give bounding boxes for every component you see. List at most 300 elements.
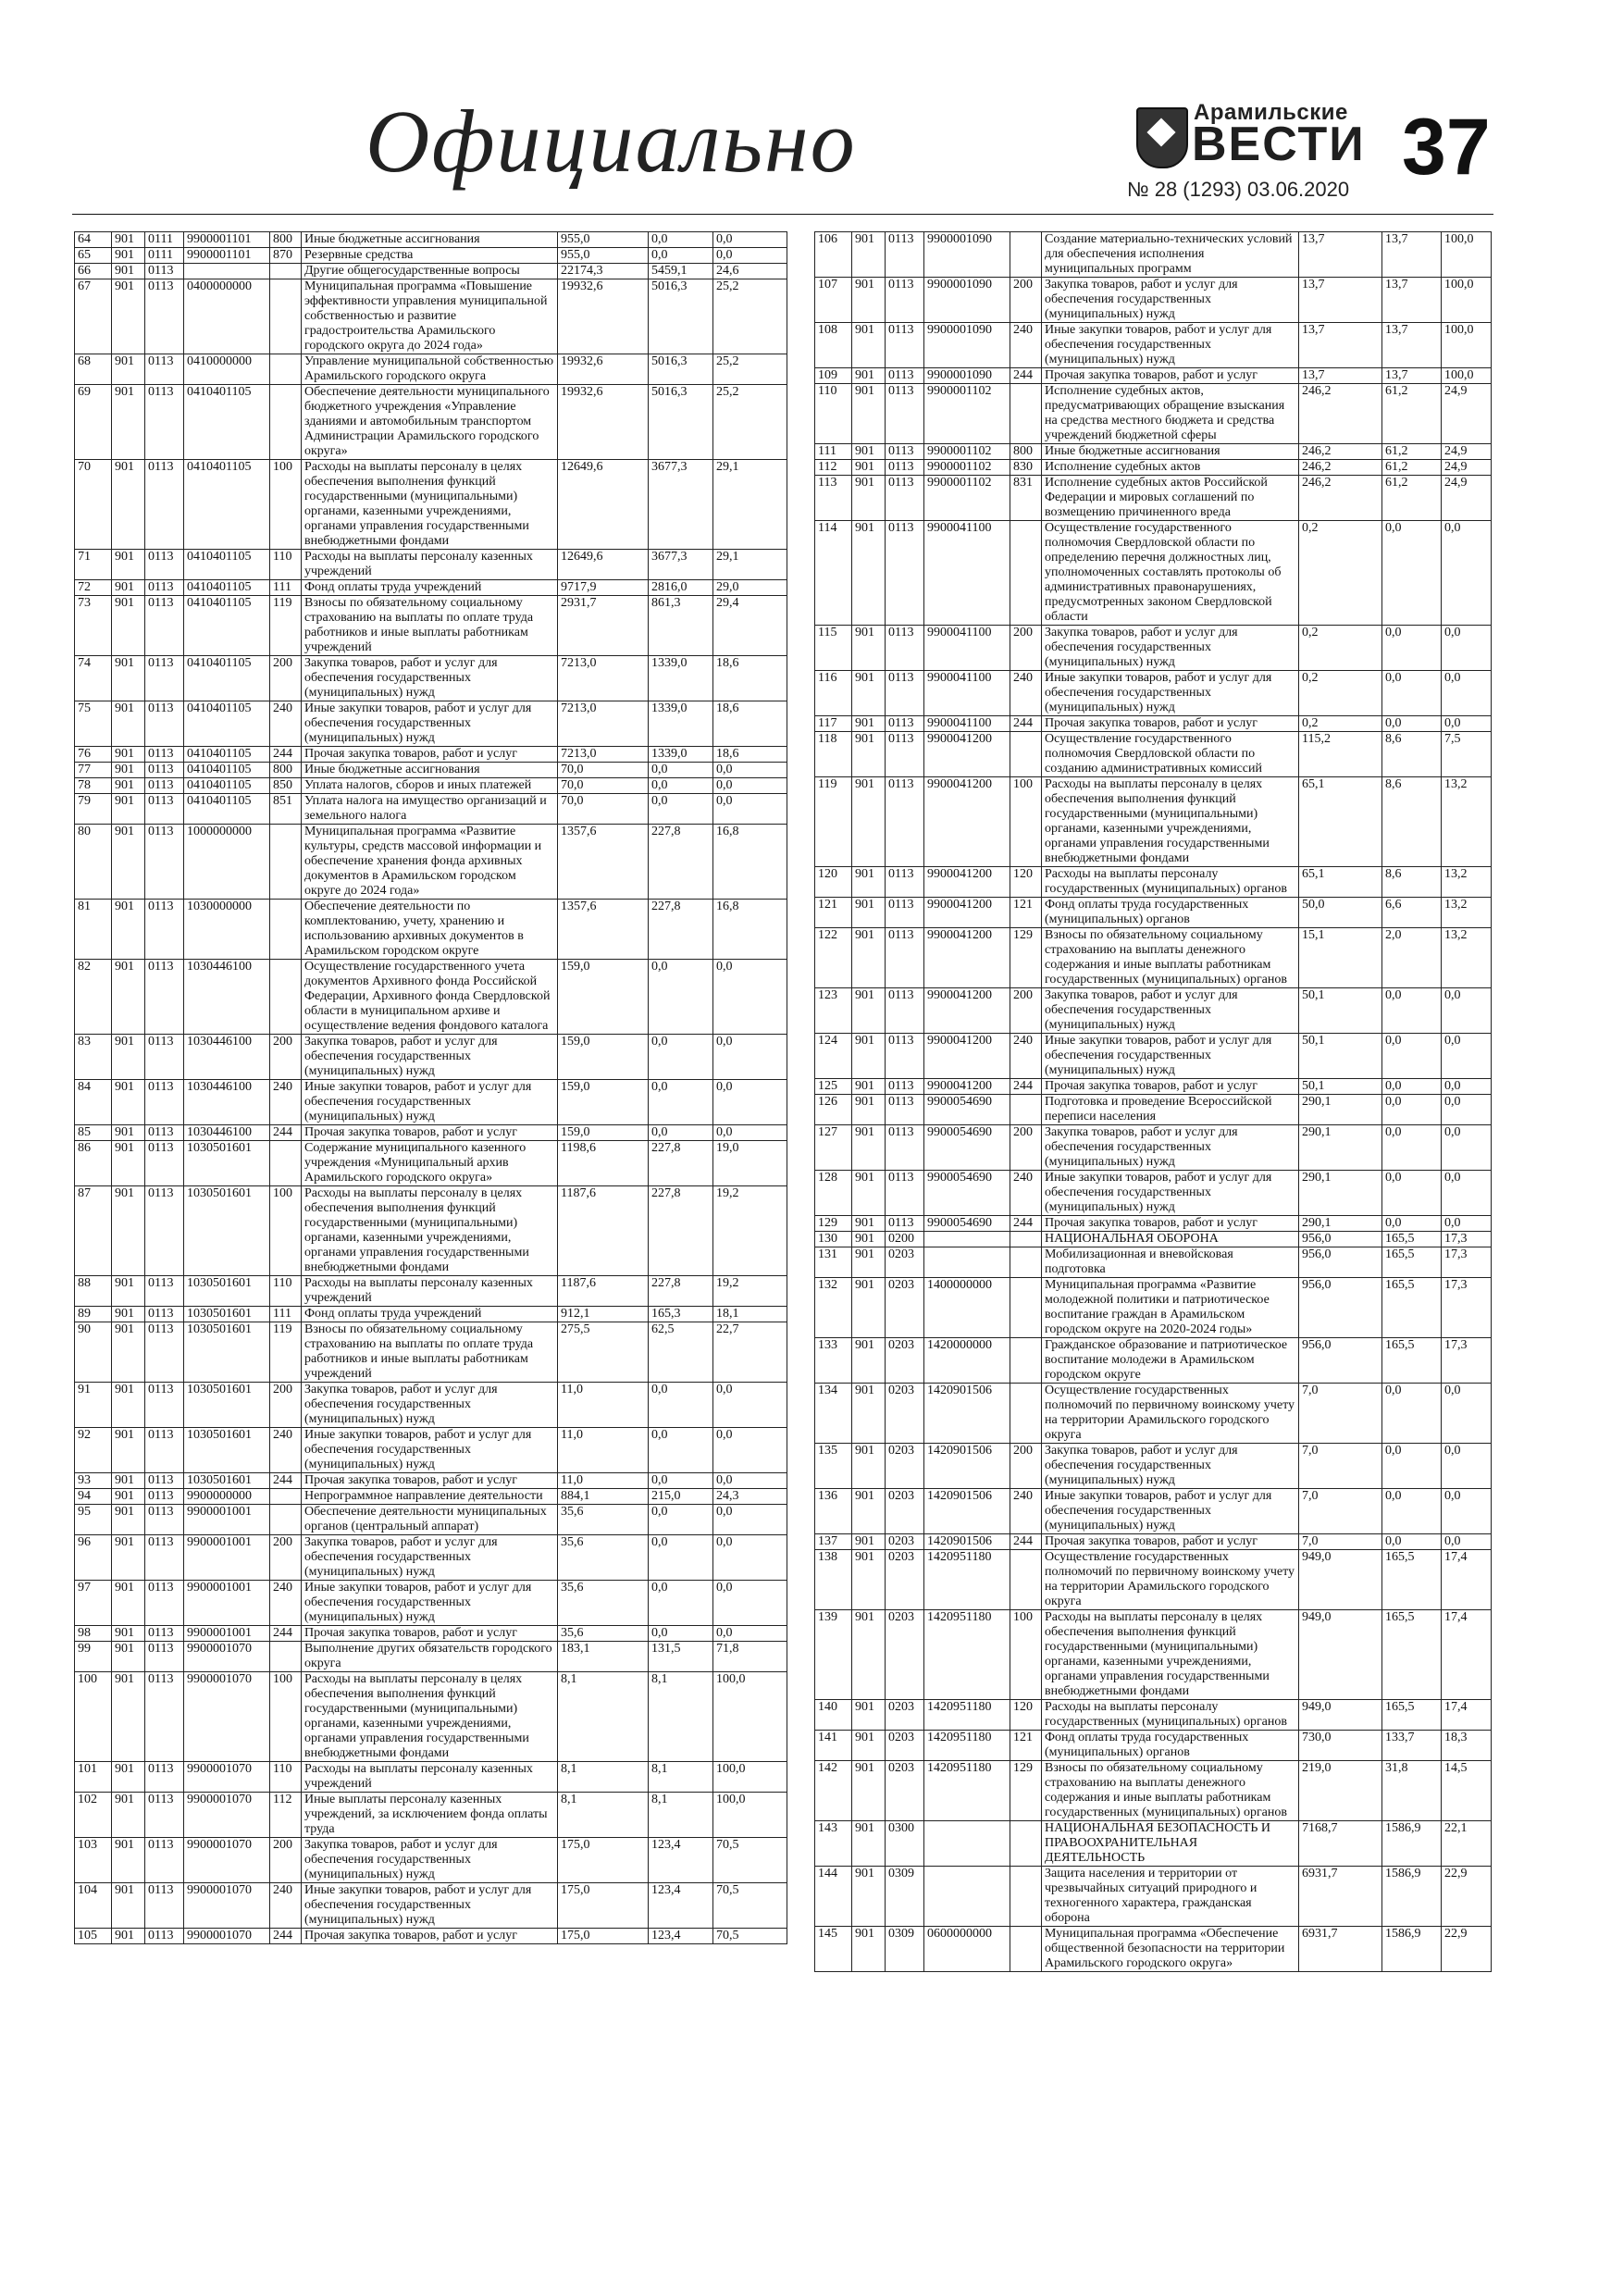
table-cell: 0,0 [1442,1125,1492,1171]
table-cell: 0113 [886,278,924,323]
table-row [815,777,1492,867]
table-cell: 119 [815,777,852,867]
table-cell: 240 [270,1581,302,1626]
table-cell: 901 [112,747,145,763]
header-rule [72,214,1493,215]
table-cell: 144 [815,1867,852,1927]
table-cell: 9900041200 [924,928,1010,988]
table-cell: 95 [75,1505,112,1535]
table-cell [270,354,302,385]
table-cell: 1420951180 [924,1550,1010,1610]
table-cell: 100,0 [1442,368,1492,384]
table-cell: 120 [1010,1700,1042,1731]
table-cell: 128 [815,1171,852,1216]
table-cell: 901 [112,1322,145,1383]
table-cell: 901 [112,354,145,385]
table-cell [270,264,302,279]
table-cell: 22,9 [1442,1867,1492,1927]
table-cell: 901 [852,1444,886,1489]
table-cell: 901 [112,1383,145,1428]
table-cell: Иные закупки товаров, работ и услуг для обеспечения государственных (муниципальных) нужд [302,701,558,747]
table-cell: 0113 [886,384,924,444]
table-cell: 9900041200 [924,732,1010,777]
table-cell: 17,4 [1442,1700,1492,1731]
table-cell: 100,0 [713,1762,787,1793]
table-cell: 183,1 [558,1642,649,1672]
table-cell: 240 [1010,671,1042,716]
table-cell: 901 [852,732,886,777]
table-cell: 123,4 [649,1838,713,1883]
table-cell [270,279,302,354]
table-cell: 1400000000 [924,1278,1010,1338]
table-cell: 901 [852,777,886,867]
table-cell: 24,9 [1442,476,1492,521]
table-cell: 0203 [886,1761,924,1821]
table-cell: Взносы по обязательному социальному страхованию на выплаты денежного содержания и иные выплаты работникам государственных (муниципальных) органов [1042,1761,1299,1821]
table-row [75,248,787,264]
table-cell: 114 [815,521,852,626]
table-cell: 16,8 [713,825,787,900]
table-cell: 70,5 [713,1883,787,1929]
table-cell: 62,5 [649,1322,713,1383]
table-cell: 29,4 [713,596,787,656]
table-cell: 0,0 [649,1035,713,1080]
table-cell: 7213,0 [558,701,649,747]
table-cell: 65,1 [1299,867,1382,898]
table-cell: 0113 [145,701,184,747]
table-cell: 11,0 [558,1383,649,1428]
table-cell: 110 [270,1276,302,1307]
table-row [815,1700,1492,1731]
table-cell: Закупка товаров, работ и услуг для обеспечения государственных (муниципальных) нужд [1042,626,1299,671]
table-row [75,1383,787,1428]
table-cell: 0113 [145,1141,184,1186]
table-cell: 901 [852,1731,886,1761]
table-cell: 0,0 [713,1035,787,1080]
table-cell: 68 [75,354,112,385]
table-cell: 1030501601 [184,1186,270,1276]
table-row [75,778,787,794]
table-cell: 912,1 [558,1307,649,1322]
table-cell: 9900001090 [924,278,1010,323]
table-cell [270,960,302,1035]
table-cell: Осуществление государственных полномочий по первичному воинскому учету на территории Арамильского городского округа [1042,1384,1299,1444]
table-cell: 901 [112,900,145,960]
table-cell: 0410000000 [184,354,270,385]
table-cell: 0203 [886,1384,924,1444]
issue-info: № 28 (1293) 03.06.2020 [1127,178,1350,201]
table-cell: Прочая закупка товаров, работ и услуг [1042,368,1299,384]
table-cell: 1030446100 [184,1035,270,1080]
table-cell: 104 [75,1883,112,1929]
table-cell: 80 [75,825,112,900]
table-cell: 955,0 [558,232,649,248]
table-cell: 9900001102 [924,460,1010,476]
table-cell: 0113 [886,232,924,278]
table-cell: 136 [815,1489,852,1534]
table-cell: Прочая закупка товаров, работ и услуг [302,1929,558,1944]
table-cell: Прочая закупка товаров, работ и услуг [302,1125,558,1141]
table-cell: 138 [815,1550,852,1610]
table-row [75,1535,787,1581]
table-cell: 2,0 [1382,928,1442,988]
table-cell: 19,0 [713,1141,787,1186]
table-cell: 19,2 [713,1276,787,1307]
table-cell [924,1867,1010,1927]
table-cell: 65,1 [1299,777,1382,867]
table-cell: 69 [75,385,112,460]
table-cell: 18,6 [713,656,787,701]
table-cell: 35,6 [558,1581,649,1626]
table-cell: 9900054690 [924,1095,1010,1125]
table-cell: 0,0 [649,763,713,778]
table-cell: 116 [815,671,852,716]
table-cell: 7213,0 [558,656,649,701]
table-cell: Закупка товаров, работ и услуг для обеспечения государственных (муниципальных) нужд [302,656,558,701]
table-cell: Закупка товаров, работ и услуг для обеспечения государственных (муниципальных) нужд [302,1383,558,1428]
table-cell: 956,0 [1299,1338,1382,1384]
table-cell: 159,0 [558,1125,649,1141]
table-cell: 165,5 [1382,1550,1442,1610]
table-cell: 0,0 [1442,1095,1492,1125]
table-cell: Расходы на выплаты персоналу в целях обеспечения выполнения функций государственными (муниципальными) органами, казенными учреждениями, органами управления государственными внебюджетными фондами [302,1186,558,1276]
table-cell: Взносы по обязательному социальному страхованию на выплаты денежного содержания и иные выплаты работникам государственных (муниципальных) органов [1042,928,1299,988]
table-cell: 0400000000 [184,279,270,354]
table-cell [1010,1867,1042,1927]
table-cell: 90 [75,1322,112,1383]
table-row [815,928,1492,988]
table-cell: Создание материально-технических условий для обеспечения исполнения муниципальных программ [1042,232,1299,278]
table-cell: 240 [270,701,302,747]
table-cell: 0113 [145,747,184,763]
table-row [815,898,1492,928]
table-cell: 9900041200 [924,1034,1010,1079]
table-cell: Мобилизационная и вневойсковая подготовка [1042,1247,1299,1278]
table-cell: 78 [75,778,112,794]
table-cell: 50,0 [1299,898,1382,928]
table-cell: 85 [75,1125,112,1141]
table-cell: 0113 [145,1276,184,1307]
table-cell [1010,732,1042,777]
table-cell: 8,1 [558,1762,649,1793]
table-cell: 0,0 [1442,1034,1492,1079]
table-row [75,1322,787,1383]
table-cell: 1030501601 [184,1307,270,1322]
table-cell: 0,0 [649,232,713,248]
table-cell: 0111 [145,248,184,264]
table-cell: 0203 [886,1444,924,1489]
table-cell: 121 [1010,1731,1042,1761]
table-cell: 227,8 [649,1141,713,1186]
table-cell: 901 [112,1276,145,1307]
table-cell: 0,0 [1442,671,1492,716]
table-row [815,1232,1492,1247]
table-cell: 0,0 [1442,716,1492,732]
table-row [75,596,787,656]
table-row [75,1141,787,1186]
table-cell: 800 [1010,444,1042,460]
table-cell: 129 [815,1216,852,1232]
table-cell: 0,0 [649,248,713,264]
table-cell: 0113 [145,794,184,825]
table-cell: 86 [75,1141,112,1186]
table-cell: Закупка товаров, работ и услуг для обеспечения государственных (муниципальных) нужд [1042,1125,1299,1171]
table-row [815,384,1492,444]
table-cell: 0,0 [1382,1489,1442,1534]
table-cell: 119 [270,596,302,656]
table-cell: 123 [815,988,852,1034]
table-cell: 108 [815,323,852,368]
table-cell: 246,2 [1299,444,1382,460]
table-cell: 19932,6 [558,385,649,460]
table-cell: 0113 [145,1186,184,1276]
table-cell: 0,0 [1382,521,1442,626]
table-cell: 901 [852,867,886,898]
table-cell: 244 [270,1626,302,1642]
table-cell: 901 [112,1883,145,1929]
table-cell: 0,0 [1382,1384,1442,1444]
table-cell: Обеспечение деятельности по комплектованию, учету, хранению и использованию архивных документов в Арамильском городском округе [302,900,558,960]
table-cell: 1420901506 [924,1534,1010,1550]
table-cell: 165,5 [1382,1232,1442,1247]
table-cell: 1420901506 [924,1489,1010,1534]
table-cell: 290,1 [1299,1216,1382,1232]
table-cell: 901 [112,1626,145,1642]
table-cell: 901 [112,1929,145,1944]
table-row [75,1125,787,1141]
table-row [815,476,1492,521]
table-cell: 901 [852,232,886,278]
table-cell: 0410401105 [184,778,270,794]
table-cell: Закупка товаров, работ и услуг для обеспечения государственных (муниципальных) нужд [302,1838,558,1883]
table-cell: 0,0 [1382,1034,1442,1079]
table-cell: 2931,7 [558,596,649,656]
table-cell: 100 [270,1672,302,1762]
table-cell: 901 [852,1821,886,1867]
table-cell: 165,5 [1382,1278,1442,1338]
table-cell: 9900041200 [924,898,1010,928]
table-cell: 0113 [886,323,924,368]
table-cell: 8,1 [558,1793,649,1838]
table-cell: 5459,1 [649,264,713,279]
table-cell: 3677,3 [649,550,713,580]
table-row [815,521,1492,626]
table-cell: 0113 [145,1473,184,1489]
table-cell: 175,0 [558,1929,649,1944]
budget-table-right [814,231,1492,1972]
table-cell: Содержание муниципального казенного учреждения «Муниципальный архив Арамильского городского округа» [302,1141,558,1186]
table-cell: 8,6 [1382,732,1442,777]
table-cell: 125 [815,1079,852,1095]
table-cell: 0,0 [1382,1444,1442,1489]
table-cell: 61,2 [1382,444,1442,460]
table-cell: 200 [270,1535,302,1581]
table-cell: 901 [112,1505,145,1535]
table-cell: Подготовка и проведение Всероссийской переписи населения [1042,1095,1299,1125]
table-cell: 1030501601 [184,1383,270,1428]
table-row [75,264,787,279]
table-cell: 901 [852,1079,886,1095]
table-cell: 129 [1010,928,1042,988]
table-cell: 0,0 [713,1535,787,1581]
table-cell: 135 [815,1444,852,1489]
table-cell: 0113 [886,732,924,777]
table-cell: 901 [112,960,145,1035]
table-row [75,701,787,747]
table-cell: 13,7 [1382,232,1442,278]
table-cell: 75 [75,701,112,747]
table-cell: 1030446100 [184,1080,270,1125]
table-cell: 109 [815,368,852,384]
table-cell [270,1489,302,1505]
table-cell: 13,2 [1442,867,1492,898]
table-row [815,232,1492,278]
table-cell: 100 [1010,1610,1042,1700]
table-row [815,368,1492,384]
table-cell: 956,0 [1299,1278,1382,1338]
table-cell: 175,0 [558,1883,649,1929]
table-row [815,716,1492,732]
table-row [815,1384,1492,1444]
table-cell: Прочая закупка товаров, работ и услуг [1042,716,1299,732]
table-cell: 0,0 [1382,1216,1442,1232]
table-cell: 106 [815,232,852,278]
table-cell: 244 [1010,1079,1042,1095]
table-cell: Иные выплаты персоналу казенных учреждений, за исключением фонда оплаты труда [302,1793,558,1838]
table-cell: 861,3 [649,596,713,656]
table-row [75,460,787,550]
table-cell: 200 [1010,278,1042,323]
table-row [815,1216,1492,1232]
table-cell: 9900001102 [924,476,1010,521]
table-cell: 901 [112,1581,145,1626]
table-cell: 35,6 [558,1535,649,1581]
table-cell: 0113 [886,1125,924,1171]
table-cell: Уплата налогов, сборов и иных платежей [302,778,558,794]
table-cell: 0,2 [1299,671,1382,716]
table-cell: 0,0 [1442,1444,1492,1489]
table-cell [270,1141,302,1186]
table-cell: 275,5 [558,1322,649,1383]
table-cell: 0113 [145,1080,184,1125]
table-row [75,1276,787,1307]
table-cell: 244 [270,1929,302,1944]
table-cell: 901 [852,1125,886,1171]
table-cell: 800 [270,232,302,248]
table-row [75,1489,787,1505]
table-cell: 0,0 [649,1428,713,1473]
table-cell: 1030446100 [184,1125,270,1141]
table-cell: 100 [270,460,302,550]
table-cell [1010,1384,1042,1444]
table-cell: Осуществление государственного полномочия Свердловской области по созданию административных комиссий [1042,732,1299,777]
table-cell: 76 [75,747,112,763]
table-cell: Выполнение других обязательств городского округа [302,1642,558,1672]
table-cell [1010,1232,1042,1247]
table-cell: 0200 [886,1232,924,1247]
table-cell: 901 [112,580,145,596]
table-cell: 0,0 [649,1473,713,1489]
table-cell: 949,0 [1299,1610,1382,1700]
table-row [75,1581,787,1626]
table-cell: 901 [852,521,886,626]
table-cell: 901 [112,763,145,778]
table-cell: 901 [852,1232,886,1247]
table-cell: 82 [75,960,112,1035]
table-cell: 2816,0 [649,580,713,596]
table-cell: Закупка товаров, работ и услуг для обеспечения государственных (муниципальных) нужд [1042,278,1299,323]
table-row [815,1247,1492,1278]
table-cell: 0113 [145,1535,184,1581]
table-cell: 117 [815,716,852,732]
table-cell: 901 [112,1141,145,1186]
table-cell: 0300 [886,1821,924,1867]
table-cell: 901 [112,1080,145,1125]
table-cell: Расходы на выплаты персоналу в целях обеспечения выполнения функций государственными (муниципальными) органами, казенными учреждениями, органами управления государственными внебюджетными фондами [302,460,558,550]
table-cell: 901 [852,1171,886,1216]
table-cell: 0113 [145,1642,184,1672]
newspaper-brand [1136,100,1366,183]
table-cell: 0113 [145,580,184,596]
page-number: 37 [1402,103,1491,192]
table-cell: 0410401105 [184,656,270,701]
table-cell: Иные закупки товаров, работ и услуг для обеспечения государственных (муниципальных) нужд [302,1883,558,1929]
table-row [815,1761,1492,1821]
table-cell: Фонд оплаты труда государственных (муниципальных) органов [1042,1731,1299,1761]
table-cell: 901 [112,778,145,794]
table-cell: Расходы на выплаты персоналу в целях обеспечения выполнения функций государственными (муниципальными) органами, казенными учреждениями, органами управления государственными внебюджетными фондами [302,1672,558,1762]
table-cell: НАЦИОНАЛЬНАЯ ОБОРОНА [1042,1232,1299,1247]
table-cell: 9900041200 [924,777,1010,867]
table-cell: 0113 [145,1883,184,1929]
table-cell [184,264,270,279]
table-cell: 1030501601 [184,1322,270,1383]
coat-of-arms-icon [1136,107,1188,168]
table-cell: 830 [1010,460,1042,476]
table-cell: Взносы по обязательному социальному страхованию на выплаты по оплате труда работников и иные выплаты работникам учреждений [302,596,558,656]
table-cell: 240 [270,1428,302,1473]
table-row [815,1079,1492,1095]
table-cell: 901 [112,1489,145,1505]
table-cell: 0309 [886,1867,924,1927]
table-cell: 5016,3 [649,385,713,460]
table-cell: 0113 [145,656,184,701]
table-cell: 17,3 [1442,1278,1492,1338]
table-cell: 227,8 [649,900,713,960]
table-row [75,1642,787,1672]
table-cell: Расходы на выплаты персоналу государственных (муниципальных) органов [1042,1700,1299,1731]
table-cell: 240 [1010,1034,1042,1079]
table-cell: Иные закупки товаров, работ и услуг для обеспечения государственных (муниципальных) нужд [1042,671,1299,716]
table-cell: 7,0 [1299,1444,1382,1489]
table-cell: 13,2 [1442,898,1492,928]
table-cell: 0,0 [1382,1095,1442,1125]
table-cell: Исполнение судебных актов [1042,460,1299,476]
table-cell: 0113 [145,1035,184,1080]
table-cell: 901 [112,279,145,354]
table-cell: 100 [270,1186,302,1276]
table-cell: 165,5 [1382,1700,1442,1731]
table-cell: 6931,7 [1299,1927,1382,1972]
table-cell: Исполнение судебных актов Российской Федерации и мировых соглашений по возмещению причиненного вреда [1042,476,1299,521]
table-row [815,1278,1492,1338]
table-cell: 81 [75,900,112,960]
table-cell: 0,0 [713,1581,787,1626]
table-row [815,1534,1492,1550]
table-cell: 901 [852,1700,886,1731]
table-cell: 6931,7 [1299,1867,1382,1927]
table-cell: 215,0 [649,1489,713,1505]
